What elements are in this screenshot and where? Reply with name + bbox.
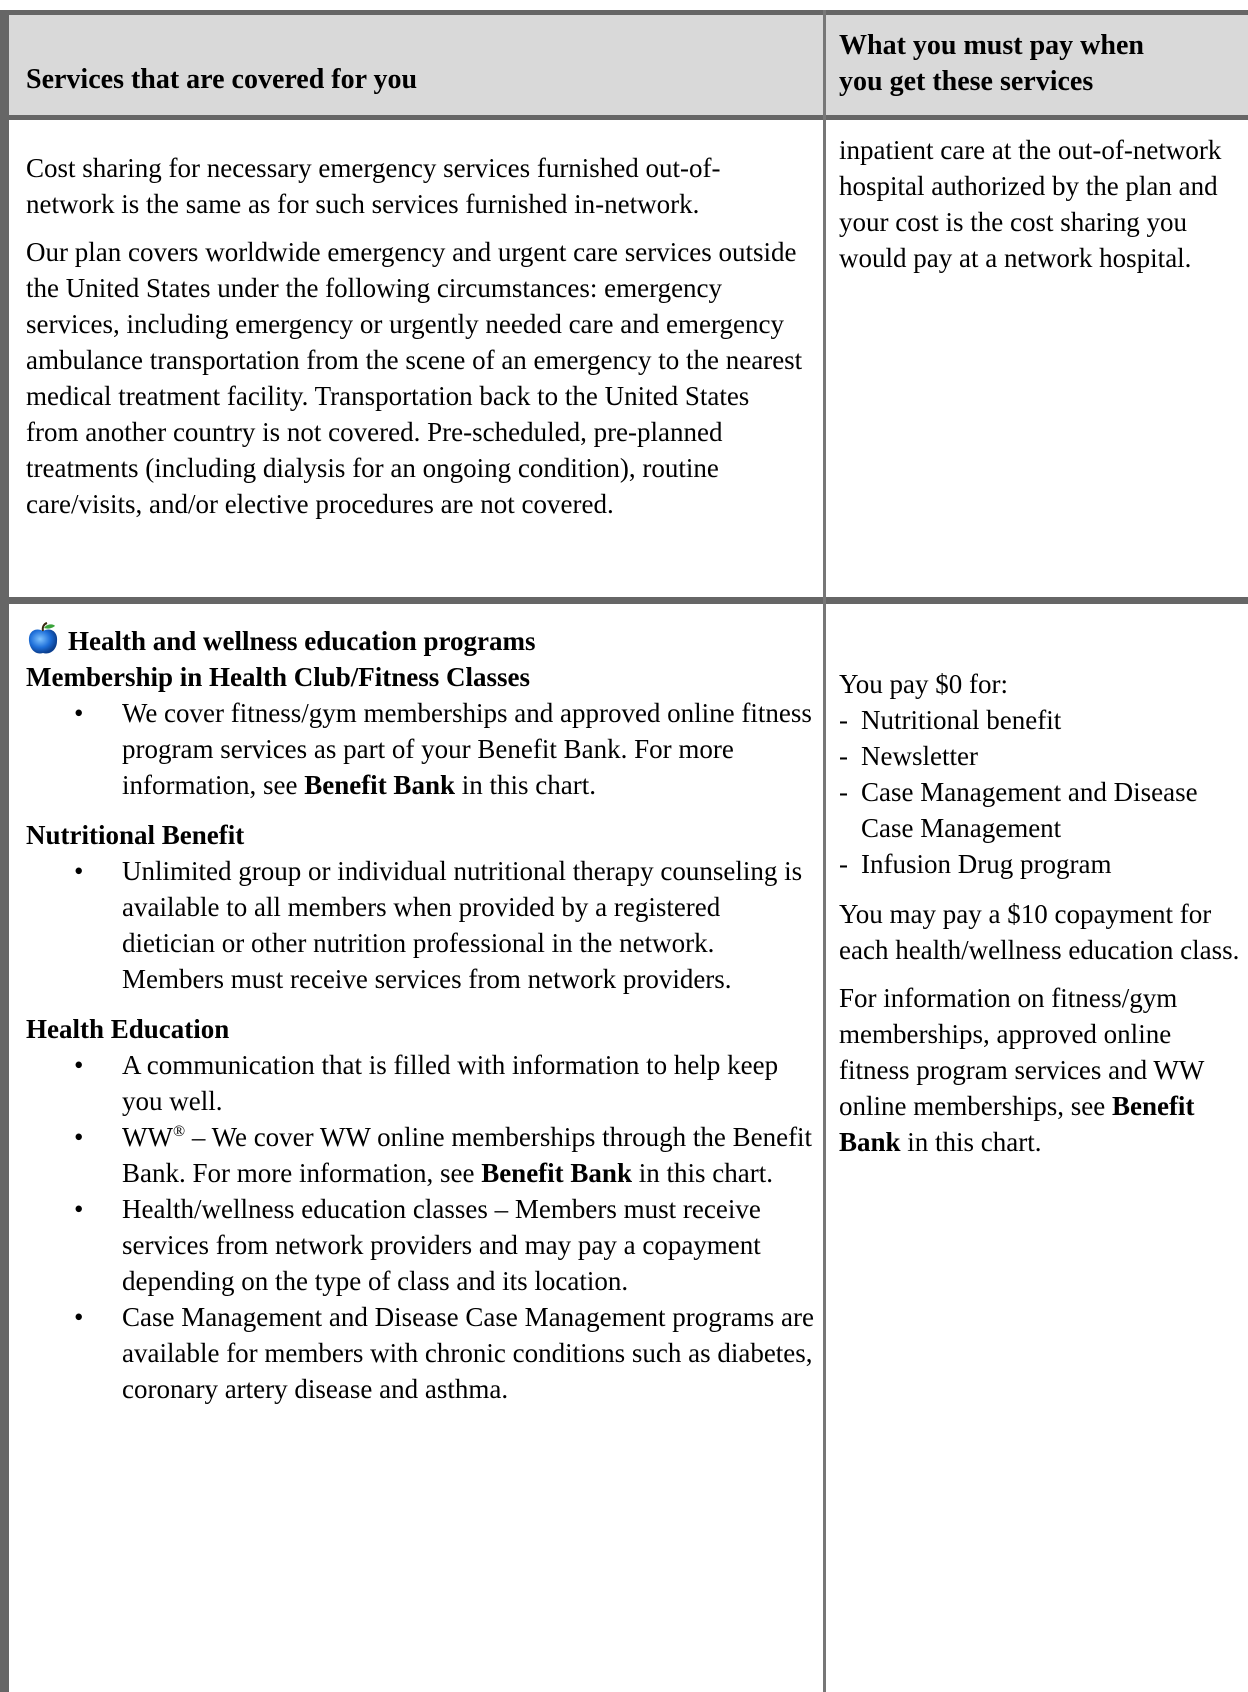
table-top-rule [0,10,1248,15]
list-item: • We cover fitness/gym memberships and approved online fitness program services as part of your Benefit Bank. For more information, see Benefit Bank in this chart. [26,695,816,803]
row1-pay-cell [839,132,1244,276]
row2-pay-cell [839,666,1244,1172]
list-item: • Health/wellness education classes – Members must receive services from network providers and may pay a copayment depending on the type of class and its location. [26,1191,816,1299]
header-what-you-pay [839,28,1239,100]
emergency-cost-sharing-text: Cost sharing for necessary emergency services furnished out-of-network is the same as for such services furnished in-network. [26,153,721,219]
list-item: • Unlimited group or individual nutritional therapy counseling is available to all members when provided by a registered dietician or other nutrition professional in the network. Members must receive services from network providers. [26,853,816,997]
header-bottom-rule [0,115,1248,120]
nutritional-heading: Nutritional Benefit [26,820,245,850]
nutritional-bullets [26,853,816,997]
apple-icon [26,622,60,656]
health-education-bullets [26,1047,816,1407]
fitness-info-text: For information on fitness/gym memberships, approved online fitness program services and WW online memberships, see Benefit Bank in this chart. [839,983,1204,1157]
worldwide-coverage-text: Our plan covers worldwide emergency and urgent care services outside the United States under the following circumstances: emergency services, including emergency or urgently needed care and emergency ambulance transportation from the scene of an emergency to the nearest medical treatment facility. Transportation back to the United States from another country is not covered. Pre-scheduled, pre-planned treatments (including dialysis for an ongoing condition), routine care/visits, and/or elective procedures are not covered. [26,237,803,519]
list-item: - Nutritional benefit [839,702,1244,738]
list-item: - Infusion Drug program [839,846,1244,882]
list-item: • A communication that is filled with information to help keep you well. [26,1047,816,1119]
inpatient-care-text: inpatient care at the out-of-network hospital authorized by the plan and your cost is the cost sharing you would pay at a network hospital. [839,135,1222,273]
list-item: - Newsletter [839,738,1244,774]
header-pay-line1: What you must pay when [839,30,1144,61]
membership-heading: Membership in Health Club/Fitness Classes [26,662,531,692]
header-pay-line2: you get these services [839,66,1094,97]
membership-bullets [26,695,816,803]
benefits-table [0,10,1248,1692]
table-left-border [0,10,9,1692]
row1-services-cell [26,150,808,534]
list-item: • Case Management and Disease Case Management programs are available for members with chronic conditions such as diabetes, coronary artery disease and asthma. [26,1299,816,1407]
health-education-heading: Health Education [26,1014,230,1044]
copayment-text: You may pay a $10 copayment for each health/wellness education class. [839,899,1240,965]
header-services-covered: Services that are covered for you [26,64,418,95]
row2-services-cell [26,622,816,1421]
pay-zero-intro: You pay $0 for: [839,669,1009,699]
column-divider [823,10,826,1692]
zero-cost-list [839,702,1244,882]
list-item: - Case Management and Disease Case Management [839,774,1244,846]
list-item: • WW® – We cover WW online memberships through the Benefit Bank. For more information, see Benefit Bank in this chart. [26,1119,816,1191]
program-title-line [26,622,816,659]
row-divider [0,597,1248,604]
program-title: Health and wellness education programs [68,626,536,656]
